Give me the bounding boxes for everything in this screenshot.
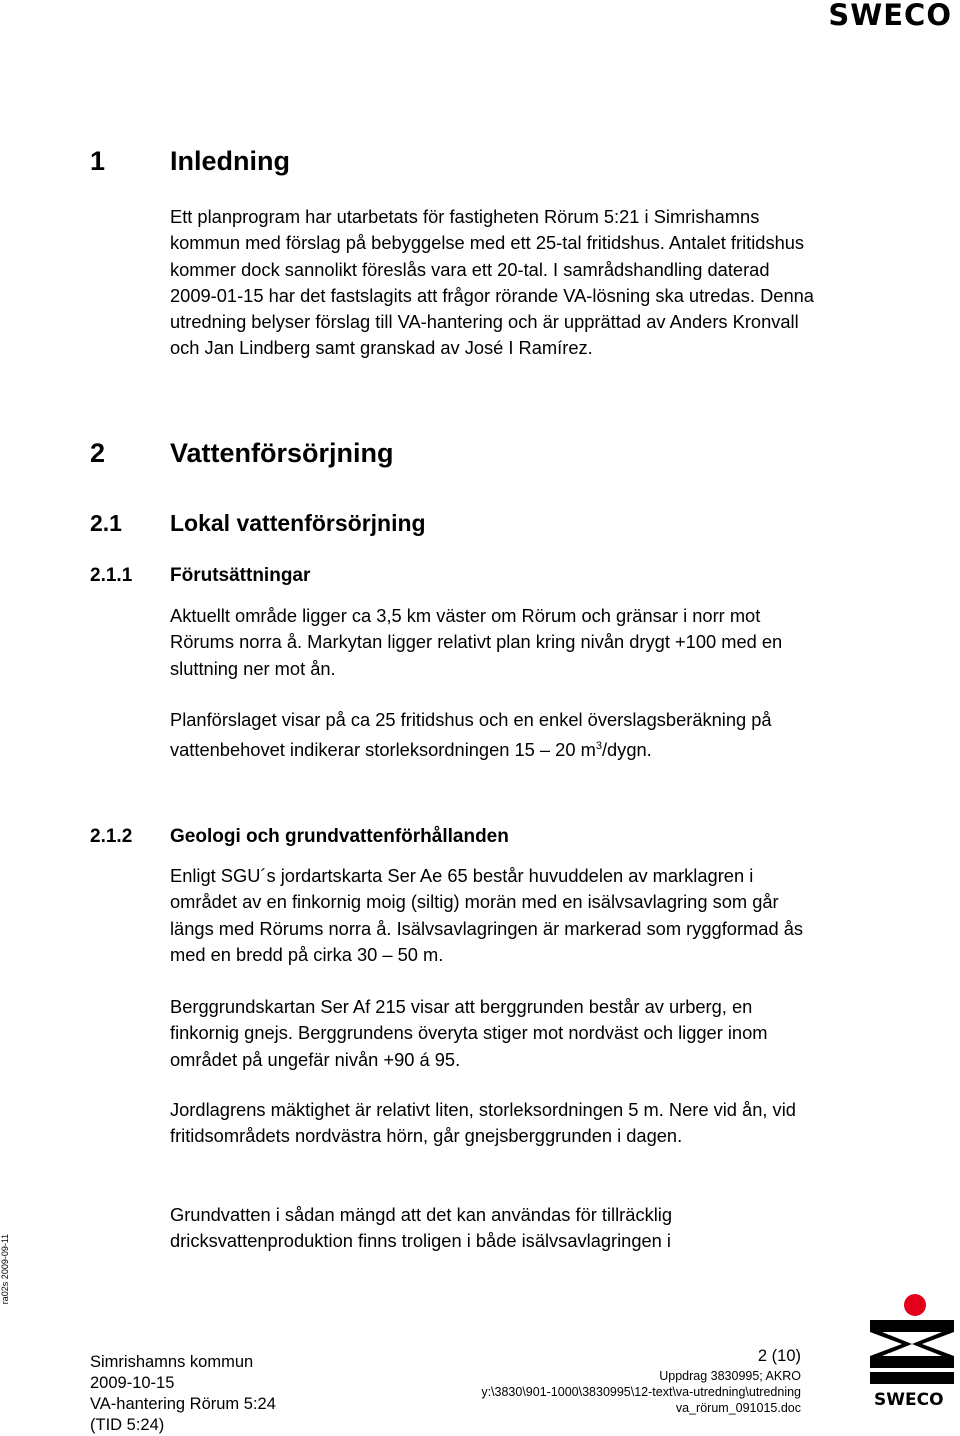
footer-cutoff: (TID 5:24) xyxy=(90,1416,165,1434)
conditions-paragraph: Aktuellt område ligger ca 3,5 km väster om Rörum och gränsar i norr mot Rörums norra å. Markytan ligger relativt plan kring nivån drygt +100 med en sluttning ner mot ån. xyxy=(170,605,783,679)
footer-left xyxy=(90,1352,276,1434)
heading-1-number: 1 xyxy=(90,146,106,176)
page-number: 2 (10) xyxy=(757,1347,801,1365)
footer-path: y:\3830\901-1000\3830995\12-text\va-utredning\utredning xyxy=(481,1385,801,1399)
heading-2-1-2-title: Geologi och grundvattenförhållanden xyxy=(170,826,509,847)
red-dot-icon xyxy=(904,1294,926,1316)
heading-2-1-1-number: 2.1.1 xyxy=(90,565,133,586)
footer-assignment: Uppdrag 3830995; AKRO xyxy=(659,1369,801,1383)
template-code: ra02s 2009-09-11 xyxy=(0,1233,10,1305)
heading-2-title: Vattenförsörjning xyxy=(170,438,394,468)
sweco-logo-footer xyxy=(868,1292,956,1412)
sweco-wordmark: SWECO xyxy=(874,1390,944,1410)
bedrock-paragraph: Berggrundskartan Ser Af 215 visar att berggrunden består av urberg, en finkornig gnejs. Berggrundens överyta stiger mot nordväst och ligger inom området på ungefär nivån +90 á 95. xyxy=(170,996,768,1070)
soil-map-paragraph: Enligt SGU´s jordartskarta Ser Ae 65 består huvuddelen av marklagren i området av en finkornig moig (siltig) morän med en isälvsavlagring som går längs med Rörums norra å. Isälvsavlagringen är markerad som ryggformad ås med en bredd på cirka 30 – 50 m. xyxy=(170,865,803,965)
water-demand-unit: /dygn. xyxy=(601,739,652,761)
footer-file: va_rörum_091015.doc xyxy=(675,1401,801,1415)
heading-2-1-title: Lokal vattenförsörjning xyxy=(170,510,426,536)
soil-depth-paragraph: Jordlagrens mäktighet är relativt liten, storleksordningen 5 m. Nere vid ån, vid fritidsområdets nordvästra hörn, går gnejsberggrunden i dagen. xyxy=(170,1099,796,1147)
cubic-superscript: 3 xyxy=(595,740,602,753)
heading-2-number: 2 xyxy=(90,438,106,468)
groundwater-paragraph: Grundvatten i sådan mängd att det kan användas för tillräcklig dricksvattenproduktion finns troligen i både isälvsavlagringen i xyxy=(170,1204,673,1252)
heading-2-1-2-number: 2.1.2 xyxy=(90,826,133,847)
footer-title: VA-hantering Rörum 5:24 xyxy=(90,1395,276,1413)
water-demand-paragraph xyxy=(170,707,820,764)
footer-right xyxy=(381,1368,801,1416)
sweco-logo-header: SWECO xyxy=(828,0,952,32)
heading-1-title: Inledning xyxy=(170,146,290,176)
intro-paragraph: Ett planprogram har utarbetats för fastigheten Rörum 5:21 i Simrishamns kommun med förslag på bebyggelse med ett 25-tal fritidshus. Antalet fritidshus kommer dock sannolikt föreslås vara ett 20-tal. I samrådshandling daterad 2009-01-15 har det fastslagits att frågor rörande VA-lösning ska utredas. Denna utredning belyser förslag till VA-hantering och är upprättad av Anders Kronvall och Jan Lindberg samt granskad av José I Ramírez. xyxy=(170,206,814,359)
water-demand-text: Planförslaget visar på ca 25 fritidshus och en enkel överslagsberäkning på vattenbehovet indikerar storleksordningen 15 – 20 m xyxy=(170,709,772,761)
footer-client: Simrishamns kommun xyxy=(90,1353,254,1371)
footer-date: 2009-10-15 xyxy=(90,1374,175,1392)
heading-2-1-1-title: Förutsättningar xyxy=(170,565,311,586)
heading-2-1-number: 2.1 xyxy=(90,510,122,536)
